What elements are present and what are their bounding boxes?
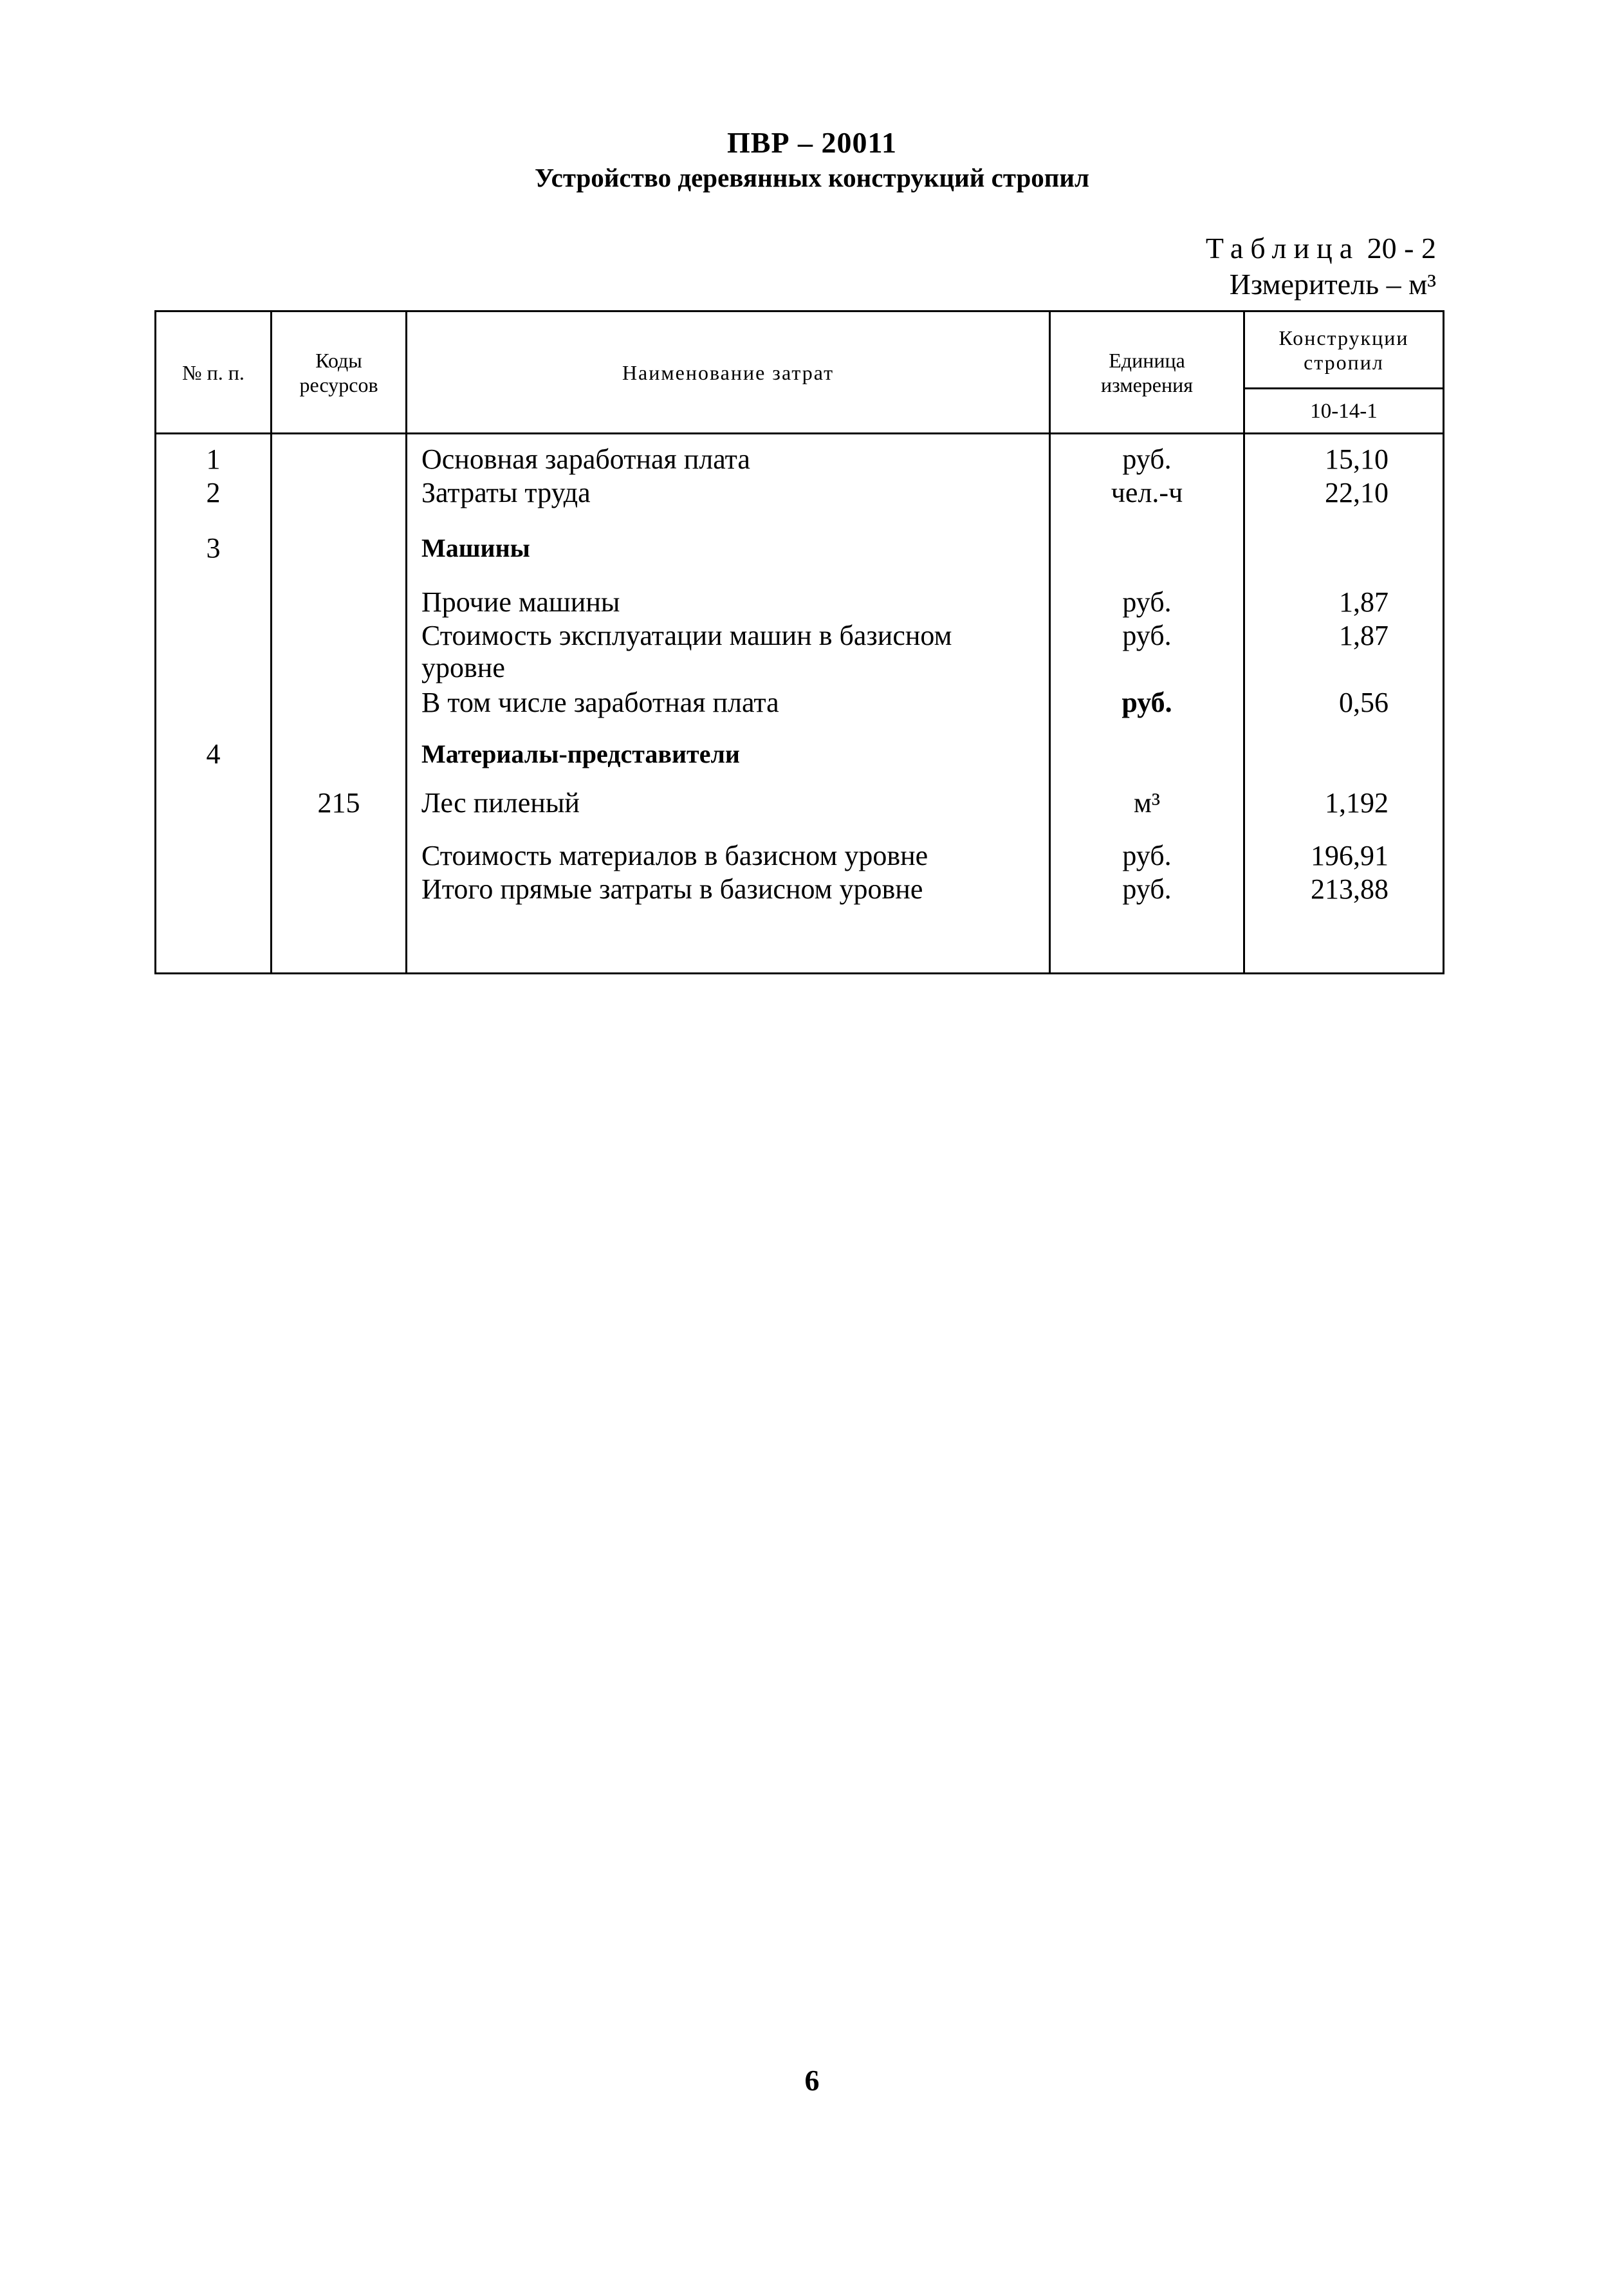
header-group — [1244, 311, 1444, 389]
table-number: 20 - 2 — [1367, 232, 1436, 265]
row-value: 1,192 — [1325, 787, 1389, 819]
table-measure: Измеритель – м³ — [1229, 268, 1436, 301]
row-name: Стоимость эксплуатации машин в базисном — [421, 620, 952, 651]
row-value: 1,87 — [1339, 620, 1389, 651]
header-codes — [272, 311, 407, 434]
column-codes — [272, 434, 407, 974]
cost-table — [154, 310, 1444, 974]
document-subtitle: Устройство деревянных конструкций стропил — [534, 163, 1090, 192]
row-name: Машины — [421, 534, 530, 562]
column-units — [1050, 434, 1244, 974]
row-value: 22,10 — [1325, 477, 1389, 508]
row-value: 15,10 — [1325, 443, 1389, 475]
row-unit: руб. — [1122, 586, 1172, 618]
row-name: Итого прямые затраты в базисном уровне — [421, 873, 923, 905]
row-name: В том числе заработная плата — [421, 687, 779, 718]
table-label: Таблица — [1205, 232, 1360, 265]
row-value: 196,91 — [1311, 840, 1389, 871]
header-group-line1: Конструкции — [1278, 326, 1409, 349]
row-unit: руб. — [1122, 840, 1172, 871]
row-num: 2 — [206, 477, 221, 508]
row-name: Прочие машины — [421, 586, 620, 618]
page-number: 6 — [804, 2064, 820, 2097]
row-name: Затраты труда — [421, 477, 591, 508]
row-value: 0,56 — [1339, 687, 1389, 718]
row-unit: руб. — [1121, 687, 1172, 718]
document-title: ПВР – 20011 — [726, 126, 898, 159]
header-name: Наименование затрат — [407, 311, 1050, 434]
table-label-line — [1206, 230, 1436, 266]
row-name: Лес пиленый — [421, 787, 580, 819]
header-codes-line2: ресурсов — [299, 373, 378, 396]
column-num — [156, 434, 272, 974]
header-unit — [1050, 311, 1244, 434]
header-unit-line1: Единица — [1109, 348, 1185, 372]
row-name: уровне — [421, 652, 505, 683]
header-codes-line1: Коды — [315, 348, 362, 372]
header-norm-code: 10-14-1 — [1244, 389, 1444, 434]
row-unit: чел.-ч — [1111, 477, 1183, 508]
header-num: № п. п. — [156, 311, 272, 434]
row-name: Стоимость материалов в базисном уровне — [421, 840, 928, 871]
row-unit: руб. — [1122, 620, 1172, 651]
column-values — [1244, 434, 1444, 974]
row-name: Основная заработная плата — [421, 443, 750, 475]
row-num: 4 — [206, 738, 221, 770]
row-unit: руб. — [1122, 443, 1172, 475]
table-caption — [1206, 230, 1436, 302]
header-unit-line2: измерения — [1101, 373, 1193, 396]
row-value: 213,88 — [1311, 873, 1389, 905]
row-num: 3 — [206, 532, 221, 564]
row-unit: м³ — [1133, 787, 1161, 819]
row-unit: руб. — [1122, 873, 1172, 905]
column-names — [407, 434, 1050, 974]
row-name: Материалы-представители — [421, 739, 740, 768]
header-group-line2: стропил — [1304, 350, 1384, 374]
row-code: 215 — [317, 787, 360, 819]
row-value: 1,87 — [1339, 586, 1389, 618]
row-num: 1 — [206, 443, 221, 475]
